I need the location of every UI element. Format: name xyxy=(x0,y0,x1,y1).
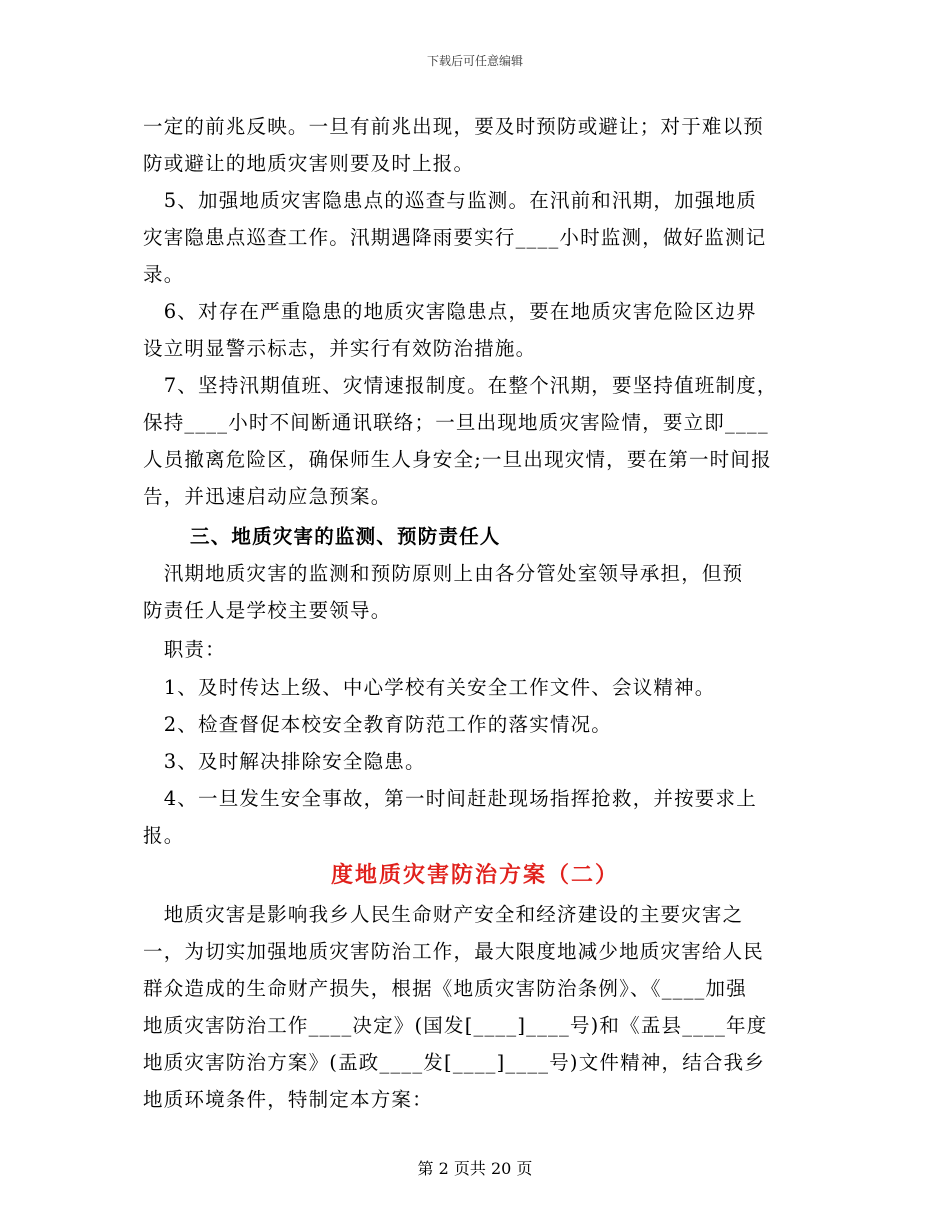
section-title: 度地质灾害防治方案（二） xyxy=(330,863,619,888)
paragraph-line: 一定的前兆反映。一旦有前兆出现，要及时预防或避让；对于难以预 xyxy=(143,115,765,138)
paragraph-line: 地质环境条件，特制定本方案： xyxy=(143,1088,433,1111)
paragraph-line: 灾害隐患点巡查工作。汛期遇降雨要实行____小时监测，做好监测记 xyxy=(143,226,767,249)
page-footer: 第 2 页共 20 页 xyxy=(417,1159,533,1178)
list-item-5-line: 5、加强地质灾害隐患点的巡查与监测。在汛前和汛期，加强地质 xyxy=(143,189,757,212)
paragraph-line: 保持____小时不间断通讯联络；一旦出现地质灾害险情，要立即____ xyxy=(143,411,769,434)
paragraph-line: 一，为切实加强地质灾害防治工作，最大限度地减少地质灾害给人民 xyxy=(143,940,765,963)
duty-item: 4、一旦发生安全事故，第一时间赶赴现场指挥抢救，并按要求上 xyxy=(143,787,757,810)
paragraph-line: 告，并迅速启动应急预案。 xyxy=(143,485,392,508)
paragraph-line: 设立明显警示标志，并实行有效防治措施。 xyxy=(143,337,537,360)
section-heading: 三、地质灾害的监测、预防责任人 xyxy=(190,525,501,548)
paragraph-line: 报。 xyxy=(143,824,185,847)
paragraph-line: 防或避让的地质灾害则要及时上报。 xyxy=(143,152,475,175)
paragraph-line: 录。 xyxy=(143,263,185,286)
page-header: 下载后可任意编辑 xyxy=(426,54,523,68)
paragraph-line: 防责任人是学校主要领导。 xyxy=(143,599,392,622)
paragraph-line: 地质灾害是影响我乡人民生命财产安全和经济建设的主要灾害之 xyxy=(143,903,744,926)
paragraph-line: 群众造成的生命财产损失，根据《地质灾害防治条例》、《____加强 xyxy=(143,977,747,1000)
paragraph-line: 汛期地质灾害的监测和预防原则上由各分管处室领导承担，但预 xyxy=(143,562,744,585)
duty-item: 3、及时解决排除安全隐患。 xyxy=(143,750,426,773)
paragraph-line: 地质灾害防治工作____决定》(国发[____]____号)和《盂县____年度 xyxy=(143,1014,768,1037)
list-item-6-line: 6、对存在严重隐患的地质灾害隐患点，要在地质灾害危险区边界 xyxy=(143,300,757,323)
list-item-7-line: 7、坚持汛期值班、灾情速报制度。在整个汛期，要坚持值班制度， xyxy=(143,374,778,397)
paragraph-line: 人员撤离危险区，确保师生人身安全;一旦出现灾情，要在第一时间报 xyxy=(143,448,772,471)
duty-item: 1、及时传达上级、中心学校有关安全工作文件、会议精神。 xyxy=(143,676,716,699)
duties-label: 职责： xyxy=(143,638,226,661)
paragraph-line: 地质灾害防治方案》(盂政____发[____]____号)文件精神，结合我乡 xyxy=(143,1051,766,1074)
duty-item: 2、检查督促本校安全教育防范工作的落实情况。 xyxy=(143,713,613,736)
